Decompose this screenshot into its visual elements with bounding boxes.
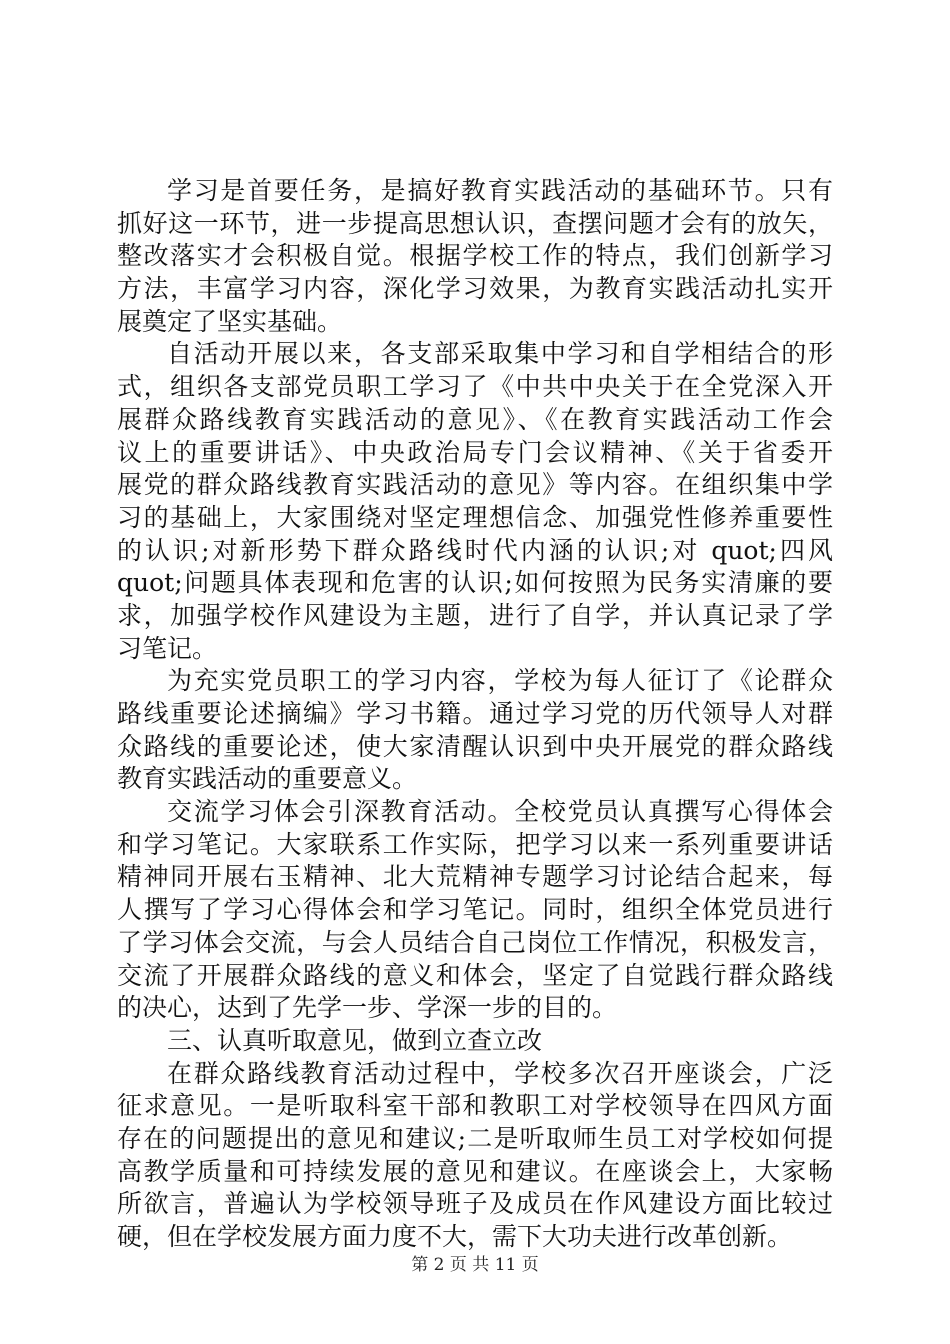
text-line: 方法，丰富学习内容，深化学习效果，为教育实践活动扎实开 [117,274,833,304]
text-line: 习的基础上，大家围绕对坚定理想信念、加强党性修养重要性 [117,502,833,532]
text-line: 所欲言，普遍认为学校领导班子及成员在作风建设方面比较过 [117,1189,833,1219]
text-line: 路线重要论述摘编》学习书籍。通过学习党的历代领导人对群 [117,699,833,728]
text-line: 高教学质量和可持续发展的意见和建议。在座谈会上，大家畅 [117,1156,833,1186]
text-line: 展奠定了坚实基础。 [117,306,343,336]
text-line: 交流学习体会引深教育活动。全校党员认真撰写心得体会 [167,797,833,827]
text-line: 展群众路线教育实践活动的意见》、《在教育实践活动工作会 [117,404,833,434]
text-line: 交流了开展群众路线的意义和体会，坚定了自觉践行群众路线 [117,960,833,990]
text-line: 存在的问题提出的意见和建议;二是听取师生员工对学校如何提 [117,1123,833,1153]
text-line: 人撰写了学习心得体会和学习笔记。同时，组织全体党员进行 [117,895,833,925]
text-line: 展党的群众路线教育实践活动的意见》等内容。在组织集中学 [117,470,833,500]
text-line: 自活动开展以来，各支部采取集中学习和自学相结合的形 [167,339,833,369]
text-line: 和学习笔记。大家联系工作实际，把学习以来一系列重要讲话 [117,829,833,859]
text-line: 式，组织各支部党员职工学习了《中共中央关于在全党深入开 [117,372,833,402]
text-line: 为充实党员职工的学习内容，学校为每人征订了《论群众 [167,666,833,696]
text-line: 教育实践活动的重要意义。 [117,764,418,794]
text-line: 的认识;对新形势下群众路线时代内涵的认识;对 quot;四风 [117,535,833,565]
text-line: 众路线的重要论述，使大家清醒认识到中央开展党的群众路线 [117,731,833,761]
text-line: 在群众路线教育活动过程中，学校多次召开座谈会，广泛 [167,1058,833,1088]
text-line: 硬，但在学校发展方面力度不大，需下大功夫进行改革创新。 [117,1222,793,1251]
text-line: 议上的重要讲话》、中央政治局专门会议精神、《关于省委开 [117,437,833,467]
text-line: 精神同开展右玉精神、北大荒精神专题学习讨论结合起来，每 [117,862,833,892]
page-number-footer: 第 2 页 共 11 页 [411,1255,539,1275]
text-line: 了学习体会交流，与会人员结合自己岗位工作情况，积极发言， [117,927,833,957]
text-line: 征求意见。一是听取科室干部和教职工对学校领导在四风方面 [117,1091,833,1121]
text-line: 三、认真听取意见，做到立查立改 [167,1025,543,1055]
text-line: 的决心，达到了先学一步、学深一步的目的。 [117,993,618,1023]
text-line: 整改落实才会积极自觉。根据学校工作的特点，我们创新学习 [117,241,833,271]
text-line: 习笔记。 [117,633,218,663]
text-line: 求，加强学校作风建设为主题，进行了自学，并认真记录了学 [117,600,833,630]
document-body [117,175,833,1254]
text-line: quot;问题具体表现和危害的认识;如何按照为民务实清廉的要 [117,568,833,598]
text-line: 抓好这一环节，进一步提高思想认识，查摆问题才会有的放矢， [117,208,833,238]
text-line: 学习是首要任务，是搞好教育实践活动的基础环节。只有 [167,176,833,205]
